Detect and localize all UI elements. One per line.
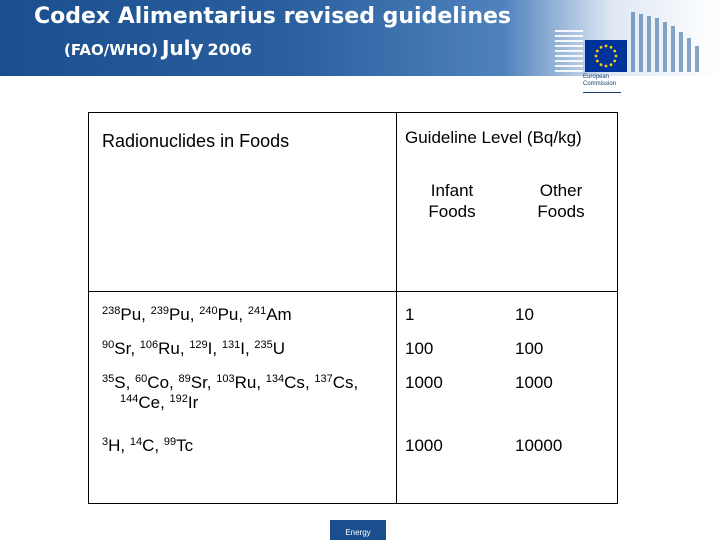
subtitle-org: (FAO/WHO) — [64, 41, 158, 59]
element-symbol: Ru — [158, 339, 180, 358]
element-symbol: U — [272, 339, 286, 358]
row-4-infant-value: 1000 — [405, 436, 443, 455]
subheader-other-foods — [521, 180, 601, 222]
row-3-other-value: 1000 — [515, 373, 553, 392]
element-symbol: S — [114, 373, 126, 392]
row-2-infant-value: 100 — [405, 339, 434, 358]
mass-number: 60 — [135, 373, 148, 385]
row-3-nuclides-line2: $^{144}$Ce, $^{192}$Ir — [120, 393, 199, 412]
element-symbol: Tc — [176, 436, 194, 455]
header-divider — [89, 291, 617, 292]
mass-number: 129 — [189, 339, 208, 351]
mass-number: 89 — [178, 373, 191, 385]
element-symbol: Cs — [332, 373, 354, 392]
column-header-guideline-level: Guideline Level (Bq/kg) — [405, 128, 582, 147]
row-2-other-value: 100 — [515, 339, 544, 358]
radionuclide-table — [88, 112, 618, 504]
mass-number: 192 — [169, 393, 188, 405]
mass-number: 90 — [102, 339, 115, 351]
logo-text — [583, 74, 616, 88]
element-symbol: Cs — [284, 373, 305, 392]
slide-subtitle — [64, 36, 252, 60]
mass-number: 239 — [150, 305, 169, 317]
element-symbol: I — [207, 339, 213, 358]
mass-number: 241 — [247, 305, 267, 317]
row-4-nuclides: $^3$H, $^{14}$C, $^{99}$Tc — [102, 436, 194, 455]
row-3-infant-value: 1000 — [405, 373, 443, 392]
mass-number: 240 — [199, 305, 218, 317]
mass-number: 235 — [254, 339, 273, 351]
element-symbol: Am — [266, 305, 292, 324]
mass-number: 3 — [102, 436, 109, 448]
element-symbol: Pu — [217, 305, 239, 324]
subheader-other-line1: Other — [539, 181, 583, 200]
element-symbol: Pu — [168, 305, 190, 324]
mass-number: 99 — [163, 436, 177, 448]
logo-text-line1: European — [583, 74, 610, 80]
element-symbol: C — [142, 436, 155, 455]
element-symbol: Pu — [120, 305, 142, 324]
subheader-other-line2: Foods — [537, 202, 585, 221]
row-2-nuclides: $^{90}$Sr, $^{106}$Ru, $^{129}$I, $^{131}$I, $^{235}$U — [102, 339, 286, 358]
mass-number: 134 — [265, 373, 285, 385]
element-symbol: Ru — [234, 373, 257, 392]
subtitle-year: 2006 — [207, 40, 253, 59]
row-1-infant-value: 1 — [405, 305, 415, 324]
european-commission-logo — [555, 8, 715, 98]
row-3-nuclides-line1: $^{35}$S, $^{60}$Co, $^{89}$Sr, $^{103}$Ru, $^{134}$Cs, $^{137}$Cs, — [102, 373, 359, 392]
mass-number: 106 — [139, 339, 159, 351]
logo-text-line2: Commission — [583, 81, 617, 87]
mass-number: 238 — [102, 305, 121, 317]
row-1-nuclides: $^{238}$Pu, $^{239}$Pu, $^{240}$Pu, $^{241}$Am — [102, 305, 292, 324]
slide-title: Codex Alimentarius revised guidelines — [34, 4, 512, 29]
element-symbol: Sr — [114, 339, 131, 358]
mass-number: 14 — [129, 436, 143, 448]
mass-number: 103 — [216, 373, 235, 385]
element-symbol: Ce — [138, 393, 161, 412]
mass-number: 35 — [102, 373, 115, 385]
row-1-other-value: 10 — [515, 305, 534, 324]
footer-energy-tag: Energy — [330, 520, 386, 540]
mass-number: 131 — [221, 339, 241, 351]
element-symbol: Co — [147, 373, 170, 392]
element-symbol: Ir — [187, 393, 199, 412]
subheader-infant-line1: Infant — [430, 181, 474, 200]
element-symbol: Sr — [190, 373, 207, 392]
column-header-radionuclides: Radionuclides in Foods — [102, 131, 290, 151]
column-divider — [396, 113, 397, 503]
subheader-infant-line2: Foods — [428, 202, 476, 221]
subtitle-month: July — [161, 36, 204, 60]
element-symbol: H — [108, 436, 121, 455]
row-3-nuclides — [102, 373, 358, 413]
subheader-infant-foods — [412, 180, 492, 222]
mass-number: 137 — [314, 373, 333, 385]
row-4-other-value: 10000 — [515, 436, 563, 455]
mass-number: 144 — [120, 393, 139, 405]
element-symbol: I — [240, 339, 245, 358]
